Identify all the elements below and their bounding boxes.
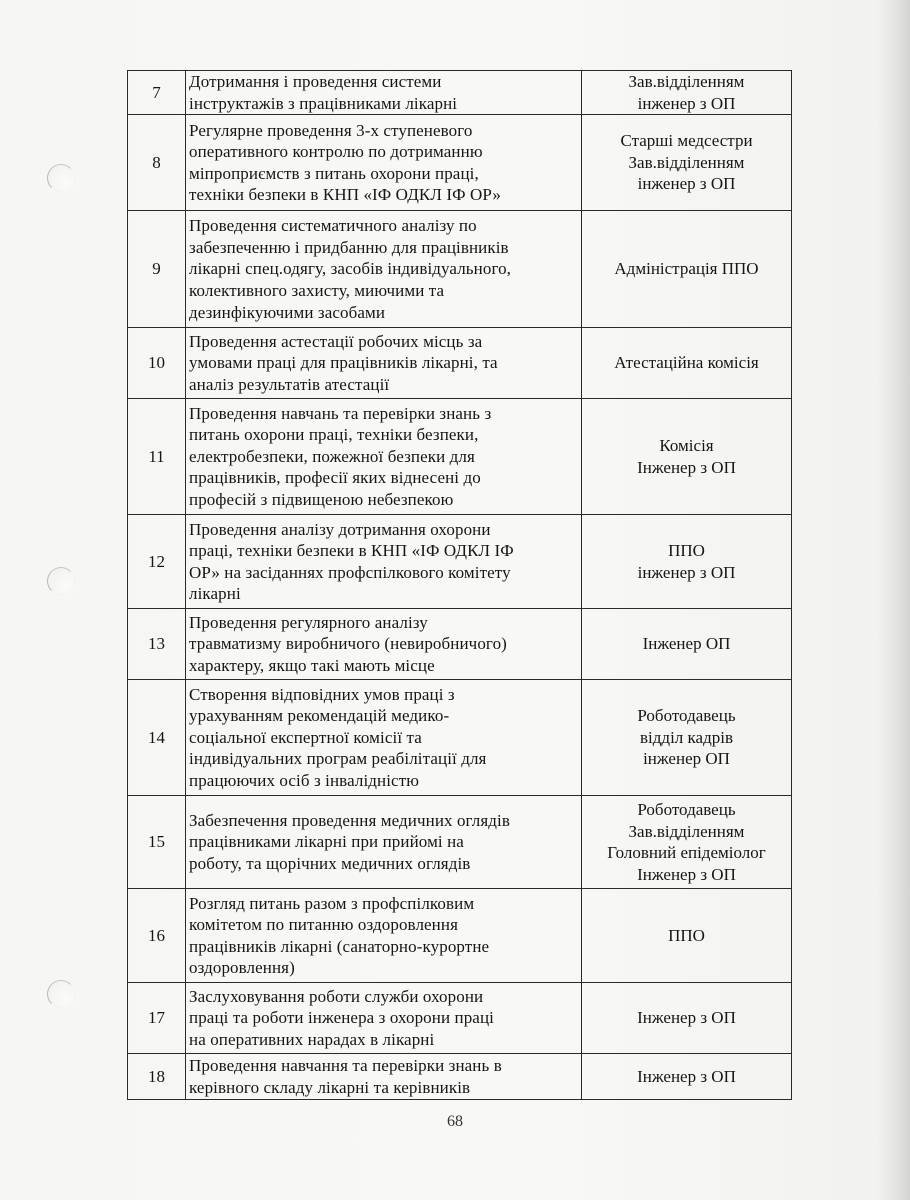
responsible-party: ППО інженер з ОП [582,515,792,609]
measure-description: Проведення аналізу дотримання охорони праці, техніки безпеки в КНП «ІФ ОДКЛ ІФ ОР» на засіданнях профспілкового комітету лікарні [186,515,582,609]
responsible-party: Інженер з ОП [582,983,792,1054]
responsible-party: Адміністрація ППО [582,211,792,328]
responsible-party: Старші медсестри Зав.відділенням інженер з ОП [582,115,792,211]
table-row [128,796,792,889]
page-number: 68 [447,1113,463,1130]
table-row [128,680,792,796]
row-number: 10 [128,328,186,399]
table-row [128,71,792,115]
measure-description: Проведення систематичного аналізу по забезпеченню і придбанню для працівників лікарні спец.одягу, засобів індивідуального, колективного захисту, миючими та дезинфікуючими засобами [186,211,582,328]
table-row [128,399,792,515]
table-row [128,115,792,211]
table-row [128,609,792,680]
page-edge-shadow [876,0,910,1200]
row-number: 16 [128,889,186,983]
measure-description: Розгляд питань разом з профспілковим комітетом по питанню оздоровлення працівників лікарні (санаторно-курортне оздоровлення) [186,889,582,983]
measure-description: Проведення навчань та перевірки знань з питань охорони праці, техніки безпеки, електробезпеки, пожежної безпеки для працівників, професії яких віднесені до професій з підвищеною небезпекою [186,399,582,515]
measure-description: Забезпечення проведення медичних оглядів працівниками лікарні при прийомі на роботу, та щорічних медичних оглядів [186,796,582,889]
responsible-party: Атестаційна комісія [582,328,792,399]
table-row [128,211,792,328]
row-number: 7 [128,71,186,115]
responsible-party: Інженер з ОП [582,1054,792,1100]
row-number: 14 [128,680,186,796]
responsible-party: Комісія Інженер з ОП [582,399,792,515]
responsible-party: Інженер ОП [582,609,792,680]
row-number: 8 [128,115,186,211]
row-number: 11 [128,399,186,515]
responsible-party: Роботодавець Зав.відділенням Головний епідеміолог Інженер з ОП [582,796,792,889]
row-number: 17 [128,983,186,1054]
measure-description: Заслуховування роботи служби охорони праці та роботи інженера з охорони праці на оперативних нарадах в лікарні [186,983,582,1054]
table-row [128,983,792,1054]
row-number: 9 [128,211,186,328]
table-row [128,1054,792,1100]
binder-hole-middle [47,567,75,595]
measure-description: Проведення навчання та перевірки знань в керівного складу лікарні та керівників [186,1054,582,1100]
measure-description: Регулярне проведення 3-х ступеневого оперативного контролю по дотриманню міпроприємств з питань охорони праці, техніки безпеки в КНП «ІФ ОДКЛ ІФ ОР» [186,115,582,211]
measures-table [127,70,792,1100]
measure-description: Проведення регулярного аналізу травматизму виробничого (невиробничого) характеру, якщо такі мають місце [186,609,582,680]
responsible-party: ППО [582,889,792,983]
measure-description: Дотримання і проведення системи інструктажів з працівниками лікарні [186,71,582,115]
table-row [128,515,792,609]
binder-hole-top [47,164,75,192]
responsible-party: Роботодавець відділ кадрів інженер ОП [582,680,792,796]
row-number: 15 [128,796,186,889]
table-row [128,889,792,983]
responsible-party: Зав.відділенням інженер з ОП [582,71,792,115]
table-row [128,328,792,399]
row-number: 18 [128,1054,186,1100]
measure-description: Створення відповідних умов праці з урахуванням рекомендацій медико- соціальної експертної комісії та індивідуальних програм реабілітації для працюючих осіб з інвалідністю [186,680,582,796]
row-number: 13 [128,609,186,680]
row-number: 12 [128,515,186,609]
measure-description: Проведення астестації робочих місць за умовами праці для працівників лікарні, та аналіз результатів атестації [186,328,582,399]
binder-hole-bottom [47,980,75,1008]
